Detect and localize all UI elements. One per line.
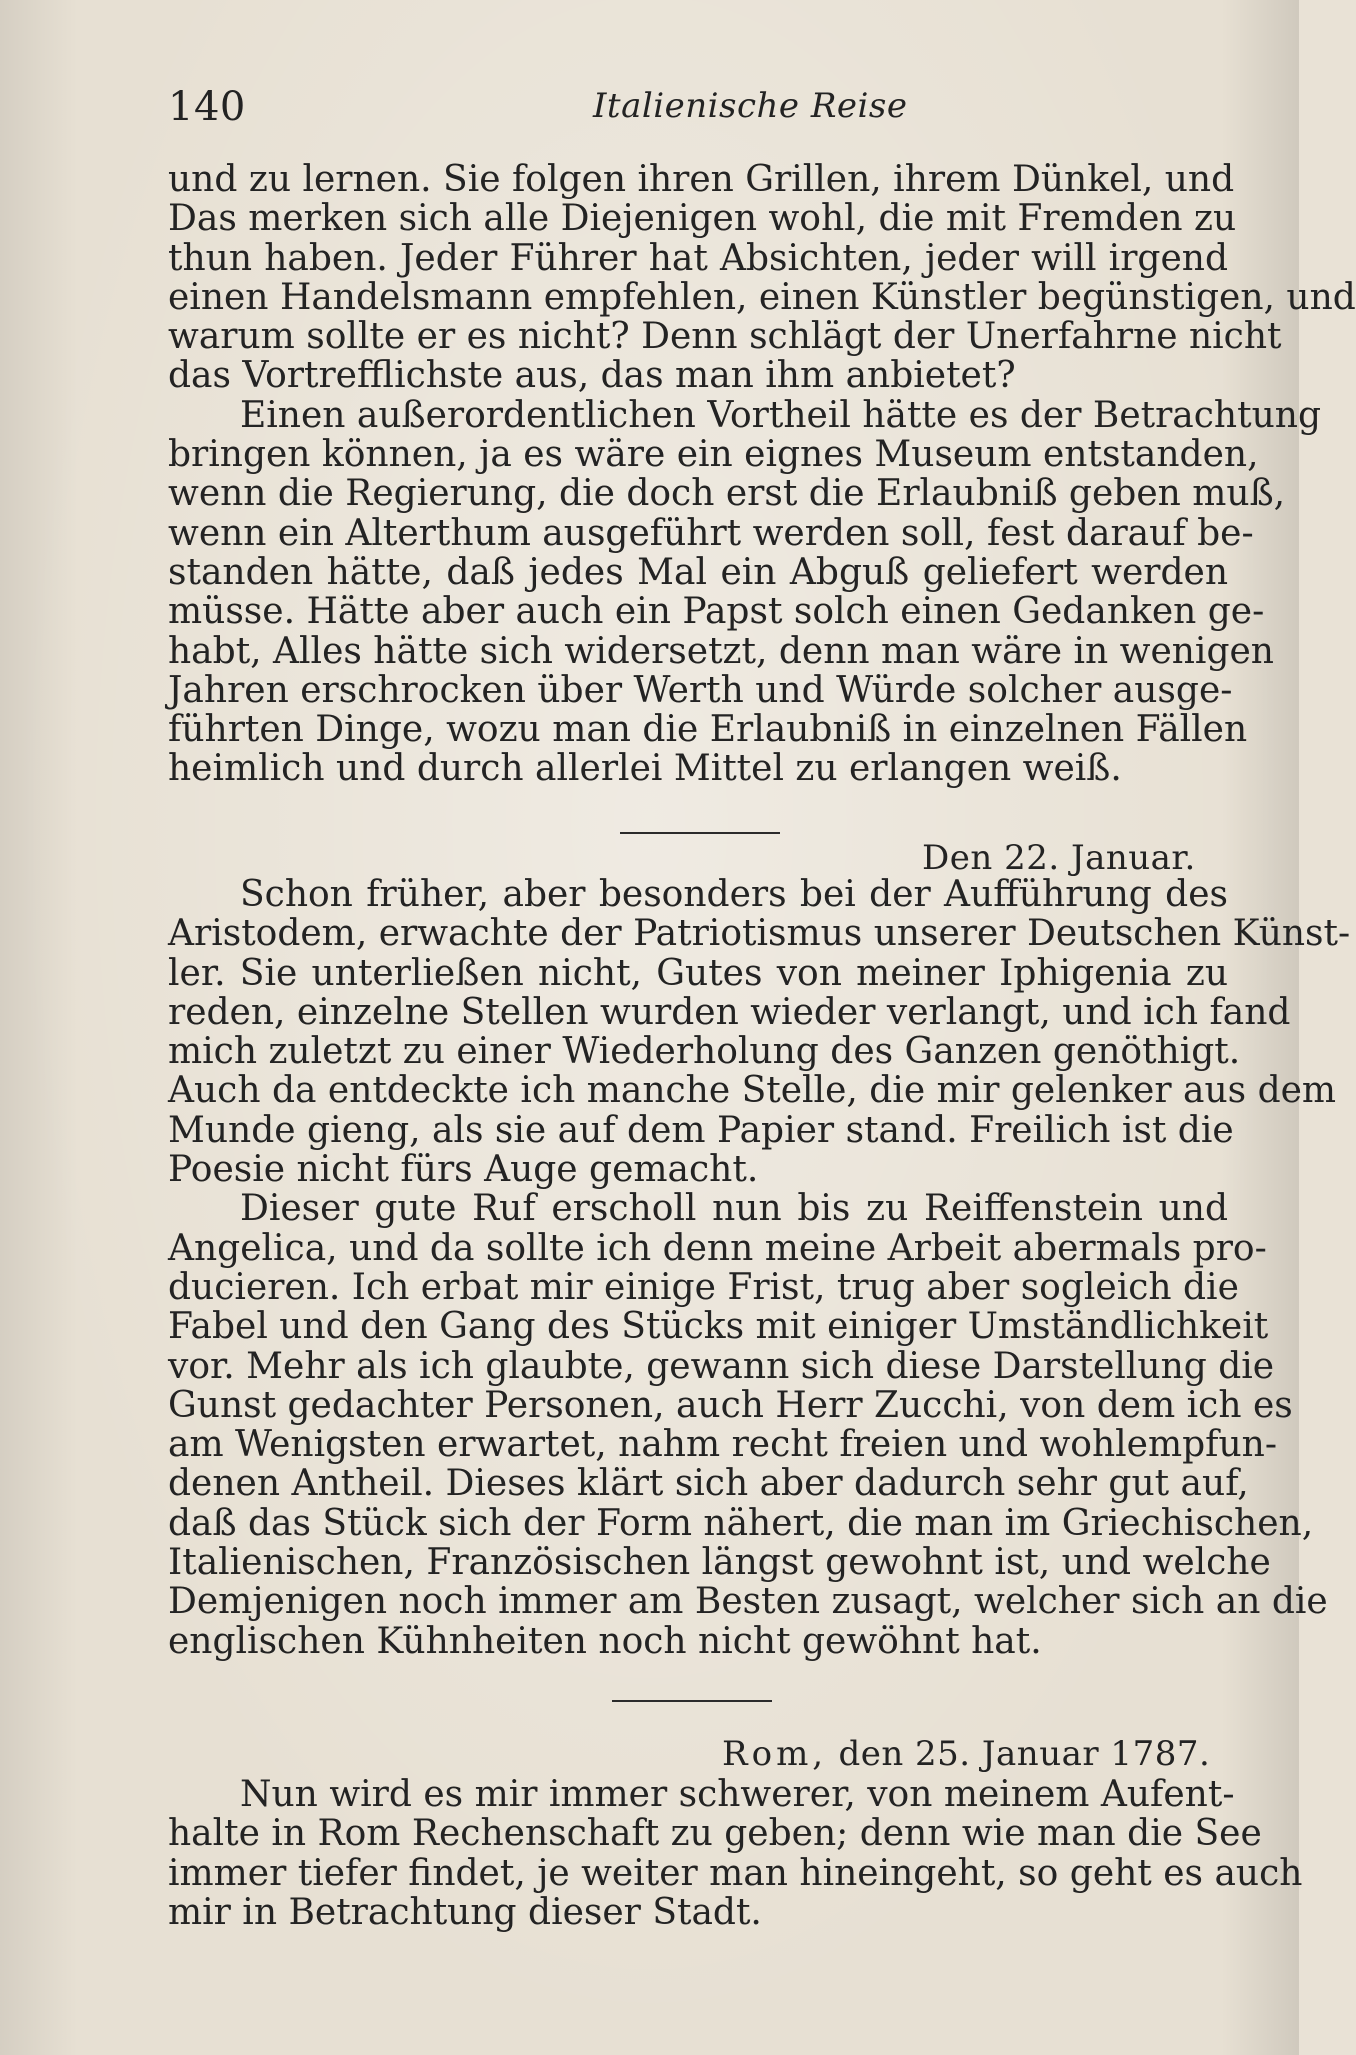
date-rest: den 25. Januar 1787. [838, 1734, 1211, 1774]
text-line: Aristodem, erwachte der Patriotismus unserer Deutschen Künst- [168, 913, 1351, 955]
text-line: führten Dinge, wozu man die Erlaubniß in einzelnen Fällen [168, 709, 1248, 751]
paragraph-block-2 [168, 874, 1351, 1662]
text-line: Gunst gedachter Personen, auch Herr Zucchi, von dem ich es [168, 1384, 1293, 1426]
text-line: englischen Kühnheiten noch nicht gewöhnt hat. [168, 1620, 1042, 1662]
text-line: mich zuletzt zu einer Wiederholung des Ganzen genöthigt. [168, 1031, 1241, 1073]
text-line: wenn die Regierung, die doch erst die Erlaubniß geben muß, [168, 473, 1286, 515]
text-line: Munde gieng, als sie auf dem Papier stand. Freilich ist die [168, 1109, 1234, 1151]
text-line: standen hätte, daß jedes Mal ein Abguß geliefert werden [168, 551, 1228, 593]
text-line: Nun wird es mir immer schwerer, von meinem Aufent- [240, 1774, 1235, 1815]
text-line: vor. Mehr als ich glaubte, gewann sich diese Darstellung die [168, 1345, 1275, 1387]
text-line: ducieren. Ich erbat mir einige Frist, trug aber sogleich die [168, 1266, 1239, 1308]
page-number: 140 [168, 84, 246, 130]
section-date [722, 1734, 1210, 1774]
running-head [168, 84, 1228, 144]
running-title: Italienische Reise [593, 86, 908, 126]
section-divider [612, 1700, 772, 1702]
section-divider [620, 832, 780, 834]
text-line: müsse. Hätte aber auch ein Papst solch einen Gedanken ge- [168, 591, 1265, 633]
text-line: habt, Alles hätte sich widersetzt, denn man wäre in wenigen [168, 630, 1274, 672]
text-line: Dieser gute Ruf erscholl nun bis zu Reiffenstein und [240, 1188, 1228, 1230]
text-line: heimlich und durch allerlei Mittel zu erlangen weiß. [168, 748, 1122, 790]
text-line: bringen können, ja es wäre ein eignes Museum entstanden, [168, 434, 1259, 476]
text-line: Italienischen, Französischen längst gewohnt ist, und welche [168, 1542, 1271, 1584]
text-line: am Wenigsten erwartet, nahm recht freien und wohlempfun- [168, 1424, 1278, 1466]
text-line: Angelica, und da sollte ich denn meine Arbeit abermals pro- [168, 1227, 1267, 1269]
text-line: Demjenigen noch immer am Besten zusagt, welcher sich an die [168, 1581, 1328, 1623]
text-line: warum sollte er es nicht? Denn schlägt der Unerfahrne nicht [168, 316, 1282, 358]
text-line: reden, einzelne Stellen wurden wieder verlangt, und ich fand [168, 991, 1291, 1033]
text-line: Schon früher, aber besonders bei der Aufführung des [240, 874, 1228, 915]
text-line: Einen außerordentlichen Vortheil hätte es der Betrachtung [240, 394, 1322, 436]
text-line: thun haben. Jeder Führer hat Absichten, jeder will irgend [168, 237, 1228, 279]
text-line: Poesie nicht fürs Auge gemacht. [168, 1149, 759, 1191]
text-line: ler. Sie unterließen nicht, Gutes von meiner Iphigenia zu [168, 952, 1228, 994]
text-line: Jahren erschrocken über Werth und Würde solcher ausge- [168, 669, 1233, 711]
text-line: einen Handelsmann empfehlen, einen Künstler begünstigen, und [168, 276, 1356, 318]
text-line: und zu lernen. Sie folgen ihren Grillen, ihrem Dünkel, und [168, 159, 1235, 200]
date-place: Rom, [722, 1734, 828, 1774]
text-line: immer tiefer findet, je weiter man hineingeht, so geht es auch [168, 1852, 1303, 1894]
text-line: Das merken sich alle Diejenigen wohl, die mit Fremden zu [168, 198, 1237, 240]
section-date: Den 22. Januar. [922, 838, 1196, 878]
text-line: Auch da entdeckte ich manche Stelle, die mir gelenker aus dem [168, 1070, 1337, 1112]
text-line: das Vortrefflichste aus, das man ihm anbietet? [168, 355, 1016, 397]
text-line: mir in Betrachtung dieser Stadt. [168, 1891, 762, 1933]
text-line: wenn ein Alterthum ausgeführt werden soll, fest darauf be- [168, 512, 1254, 554]
text-line: daß das Stück sich der Form nähert, die man im Griechischen, [168, 1502, 1314, 1544]
text-line: halte in Rom Rechenschaft zu geben; denn wie man die See [168, 1813, 1262, 1855]
paragraph-block-1 [168, 159, 1356, 790]
paragraph-block-3 [168, 1774, 1303, 1933]
text-line: Fabel und den Gang des Stücks mit einiger Umständlichkeit [168, 1306, 1269, 1348]
text-line: denen Antheil. Dieses klärt sich aber dadurch sehr gut auf, [168, 1463, 1249, 1505]
